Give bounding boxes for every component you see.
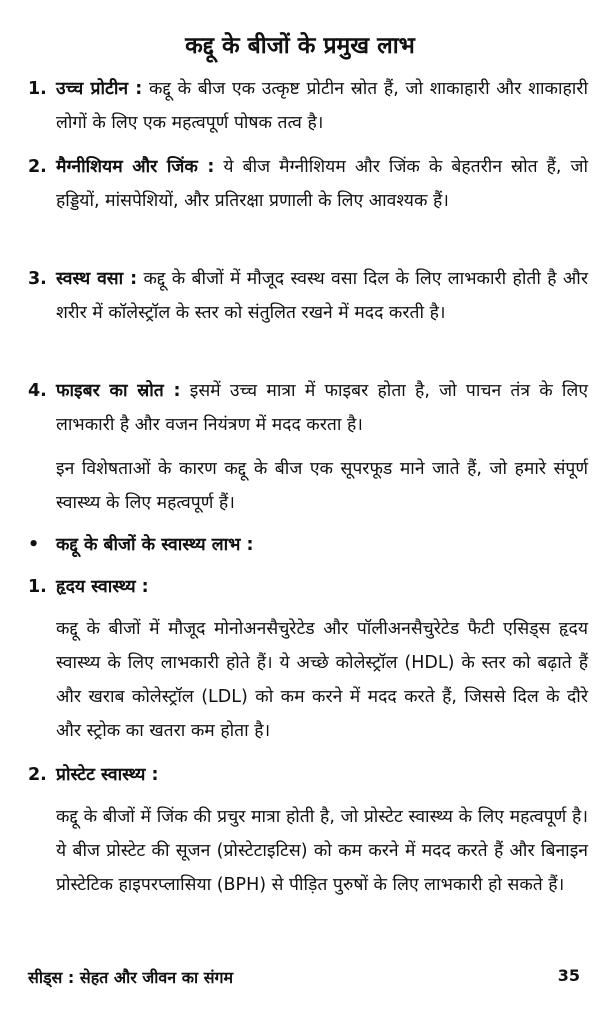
health-heading-1: [28, 570, 149, 604]
health-paragraph-2: कद्दू के बीजों में जिंक की प्रचुर मात्रा होती है, जो प्रोस्टेट स्वास्थ्य के लिए महत्वपूर्ण है। ये बीज प्रोस्टेट की सूजन (प्रोस्टेटाइटिस) को कम करने में मदद करते हैं और बिनाइन प्रोस्टेटिक हाइपरप्लासिया (BPH) से पीड़ित पुरुषों के लिए लाभकारी हो सकते हैं।: [56, 807, 588, 895]
bullet-icon: •: [28, 535, 40, 555]
benefit-text: इसमें उच्च मात्रा में फाइबर होता है, जो पाचन तंत्र के लिए लाभकारी है और वजन नियंत्रण में मदद करता है।: [56, 381, 589, 435]
benefit-number: 3.: [28, 269, 47, 289]
benefit-number: 1.: [28, 79, 47, 99]
health-heading-text: प्रोस्टेट स्वास्थ्य :: [56, 765, 159, 785]
benefit-item-3: [28, 262, 588, 330]
section-bullet-heading: [28, 528, 254, 562]
page-footer: [28, 966, 580, 988]
health-number: 2.: [28, 765, 47, 785]
benefit-text: कद्दू के बीजों में मौजूद स्वस्थ वसा दिल के लिए लाभकारी होती है और शरीर में कॉलेस्ट्रॉल के स्तर को संतुलित रखने में मदद करती है।: [56, 269, 588, 323]
benefit-number: 2.: [28, 157, 47, 177]
footer-book-title: सीड्स : सेहत और जीवन का संगम: [28, 968, 234, 987]
benefit-label: उच्च प्रोटीन :: [56, 79, 143, 99]
benefit-number: 4.: [28, 381, 47, 401]
health-heading-2: [28, 758, 159, 792]
section-heading-text: कद्दू के बीजों के स्वास्थ्य लाभ :: [56, 535, 254, 555]
benefit-label: स्वस्थ वसा :: [56, 269, 138, 289]
benefit-item-2: [28, 150, 588, 218]
health-heading-text: हृदय स्वास्थ्य :: [56, 577, 149, 597]
summary-paragraph: इन विशेषताओं के कारण कद्दू के बीज एक सूपरफूड माने जाते हैं, जो हमारे संपूर्ण स्वास्थ्य के लिए महत्वपूर्ण हैं।: [56, 459, 588, 513]
benefit-item-4: [28, 374, 588, 442]
page-number: 35: [557, 966, 580, 985]
benefit-item-1: [28, 72, 588, 140]
benefit-label: मैग्नीशियम और जिंक :: [56, 157, 215, 177]
benefit-label: फाइबर का स्रोत :: [56, 381, 181, 401]
health-paragraph-1: कद्दू के बीजों में मौजूद मोनोअनसैचुरेटेड और पॉलीअनसैचुरेटेड फैटी एसिड्स हृदय स्वास्थ्य के लिए लाभकारी होते हैं। ये अच्छे कोलेस्ट्रॉल (HDL) के स्तर को बढ़ाते हैं और खराब कोलेस्ट्रॉल (LDL) को कम करने में मदद करते हैं, जिससे दिल के दौरे और स्ट्रोक का खतरा कम होता है।: [56, 619, 588, 741]
benefit-text: कद्दू के बीज एक उत्कृष्ट प्रोटीन स्रोत हैं, जो शाकाहारी और शाकाहारी लोगों के लिए एक महत्वपूर्ण पोषक तत्व है।: [56, 79, 588, 133]
health-number: 1.: [28, 577, 47, 597]
page-title: कद्दू के बीजों के प्रमुख लाभ: [185, 33, 415, 59]
benefit-text: ये बीज मैग्नीशियम और जिंक के बेहतरीन स्रोत हैं, जो हड्डियों, मांसपेशियों, और प्रतिरक्षा प्रणाली के लिए आवश्यक हैं।: [56, 157, 589, 211]
